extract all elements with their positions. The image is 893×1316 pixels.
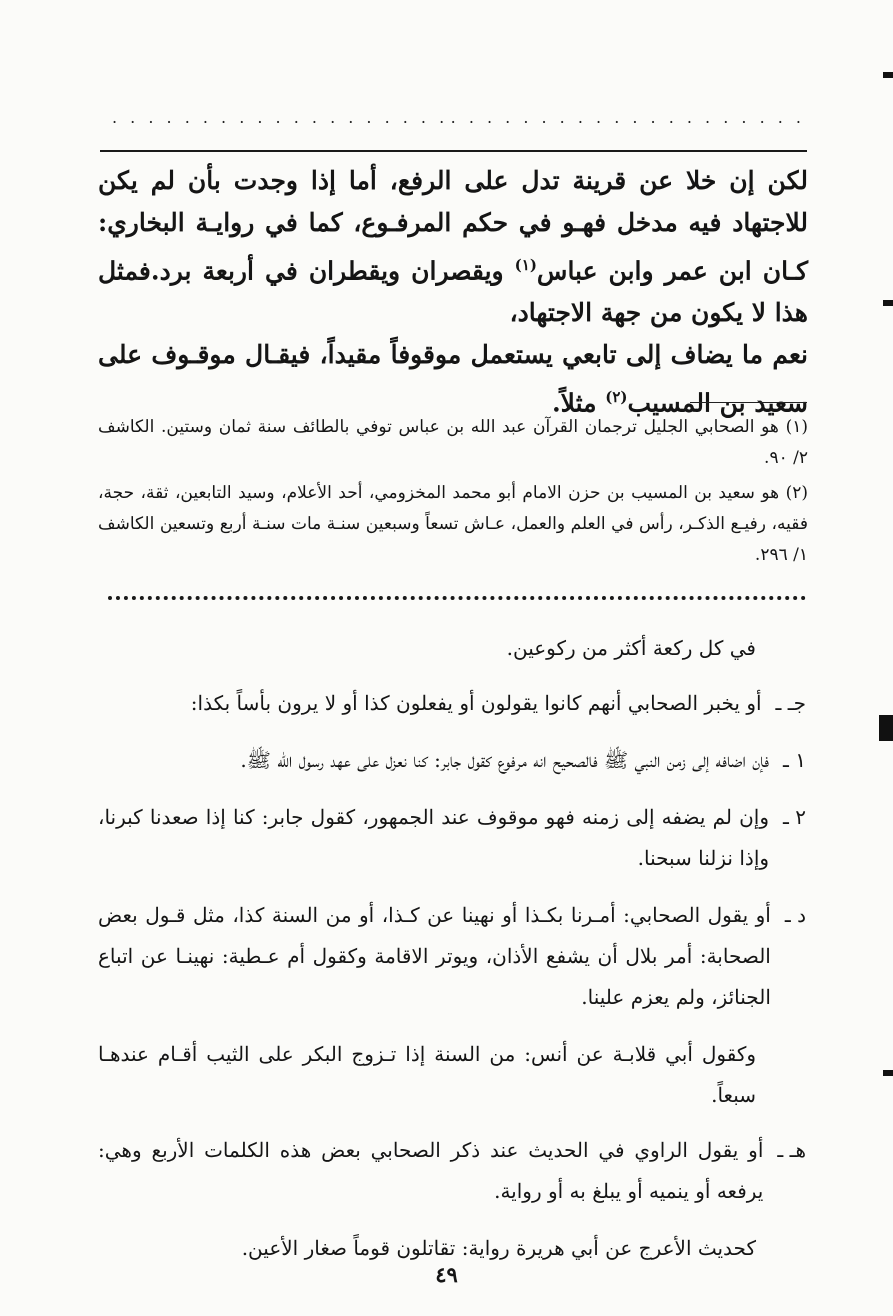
list-item-1 [98, 740, 806, 781]
footnotes [98, 412, 808, 575]
main-body [98, 160, 808, 425]
paragraph-anas: وكقول أبي قلابـة عن أنس: من السنة إذا تـزوج البكر على الثيب أقـام عندهـا سبعاً. [98, 1042, 756, 1107]
margin-mark-1 [883, 72, 893, 78]
list-item-2 [98, 797, 806, 879]
item-text: أو يقول الراوي في الحديث عند ذكر الصحابي بعض هذه الكلمات الأربع وهي: يرفعه أو ينميه أو يبلغ به أو رواية. [98, 1138, 764, 1203]
list-item-j [98, 683, 806, 724]
intro-line: في كل ركعة أكثر من ركوعين. [506, 636, 756, 660]
margin-mark-2 [883, 300, 893, 306]
item-text: وإن لم يضفه إلى زمنه فهو موقوف عند الجمهور، كقول جابر: كنا إذا صعدنا كبرنا، وإذا نزلنا سبحنا. [98, 805, 770, 870]
footnote-separator [690, 402, 807, 403]
item-marker: جـ ـ [775, 691, 806, 715]
section-divider [108, 596, 806, 600]
item-marker: هـ ـ [777, 1138, 806, 1162]
item-marker: ٢ ـ [783, 805, 806, 829]
page-number: ٤٩ [435, 1262, 458, 1287]
main-paragraph-1: لكن إن خلا عن قرينة تدل على الرفع، أما إذا وجدت بأن لم يكن للاجتهاد فيه مدخل فهـو في حكم المرفـوع، كما في روايـة البخاري: كـان ابن عمر وابن عباس$^{(١)}$ ويقصران ويقطران في أربعة برد.فمثل هذا لا يكون من جهة الاجتهاد، [98, 166, 808, 328]
footnote-ref-1: (١) [514, 256, 537, 274]
header-dots-right: . . . . . . . . . . . . . . . . . . . . [450, 108, 805, 127]
margin-mark-3 [879, 715, 893, 741]
footnote-ref-2: (٢) [605, 388, 628, 407]
list-item-h [98, 1130, 806, 1212]
item-marker: ١ ـ [783, 748, 806, 772]
item-text: فإن اضافه إلى زمن النبي ﷺ فالصحيح انه مرفوع كقول جابر: كنا نعزل على عهد رسول الله ﷺ. [240, 748, 770, 772]
item-text: أو يقول الصحابي: أمـرنا بكـذا أو نهينا عن كـذا، أو من السنة كذا، مثل قـول بعض الصحابة: أمر بلال أن يشفع الأذان، ويوتر الاقامة وكقول أم عـطية: نهينـا عن اتباع الجنائز، ولم يعزم علينا. [98, 903, 771, 1009]
footnote-1: (١) هو الصحابي الجليل ترجمان القرآن عبد الله بن عباس توفي بالطائف سنة ثمان وستين. الكاشف ٢/ ٩٠. [98, 417, 808, 468]
list-item-d [98, 895, 806, 1018]
margin-mark-4 [883, 1070, 893, 1076]
main-paragraph-2: نعم ما يضاف إلى تابعي يستعمل موقوفاً مقيداً، فيقـال موقـوف على سعيد بن المسيب$^{(٢)}$ مثلاً. [98, 340, 808, 418]
header-dots-left: . . . . . . . . . . . . . . . . . . . [112, 108, 449, 127]
paragraph-hadith: كحديث الأعرج عن أبي هريرة رواية: تقاتلون قوماً صغار الأعين. [241, 1236, 756, 1260]
lower-body [98, 628, 806, 1283]
header-rule [100, 150, 807, 152]
footnote-2: (٢) هو سعيد بن المسيب بن حزن الامام أبو محمد المخزومي، أحد الأعلام، وسيد التابعين، ثقة، حجة، فقيه، رفيـع الذكـر، رأس في العلم والعمل، عـاش تسعاً وسبعين سنـة مات سنـة أربع وتسعين الكاشف ١/ ٢٩٦. [98, 483, 808, 565]
item-text: أو يخبر الصحابي أنهم كانوا يقولون أو يفعلون كذا أو لا يرون بأساً بكذا: [190, 691, 762, 715]
item-marker: د ـ [784, 903, 806, 927]
